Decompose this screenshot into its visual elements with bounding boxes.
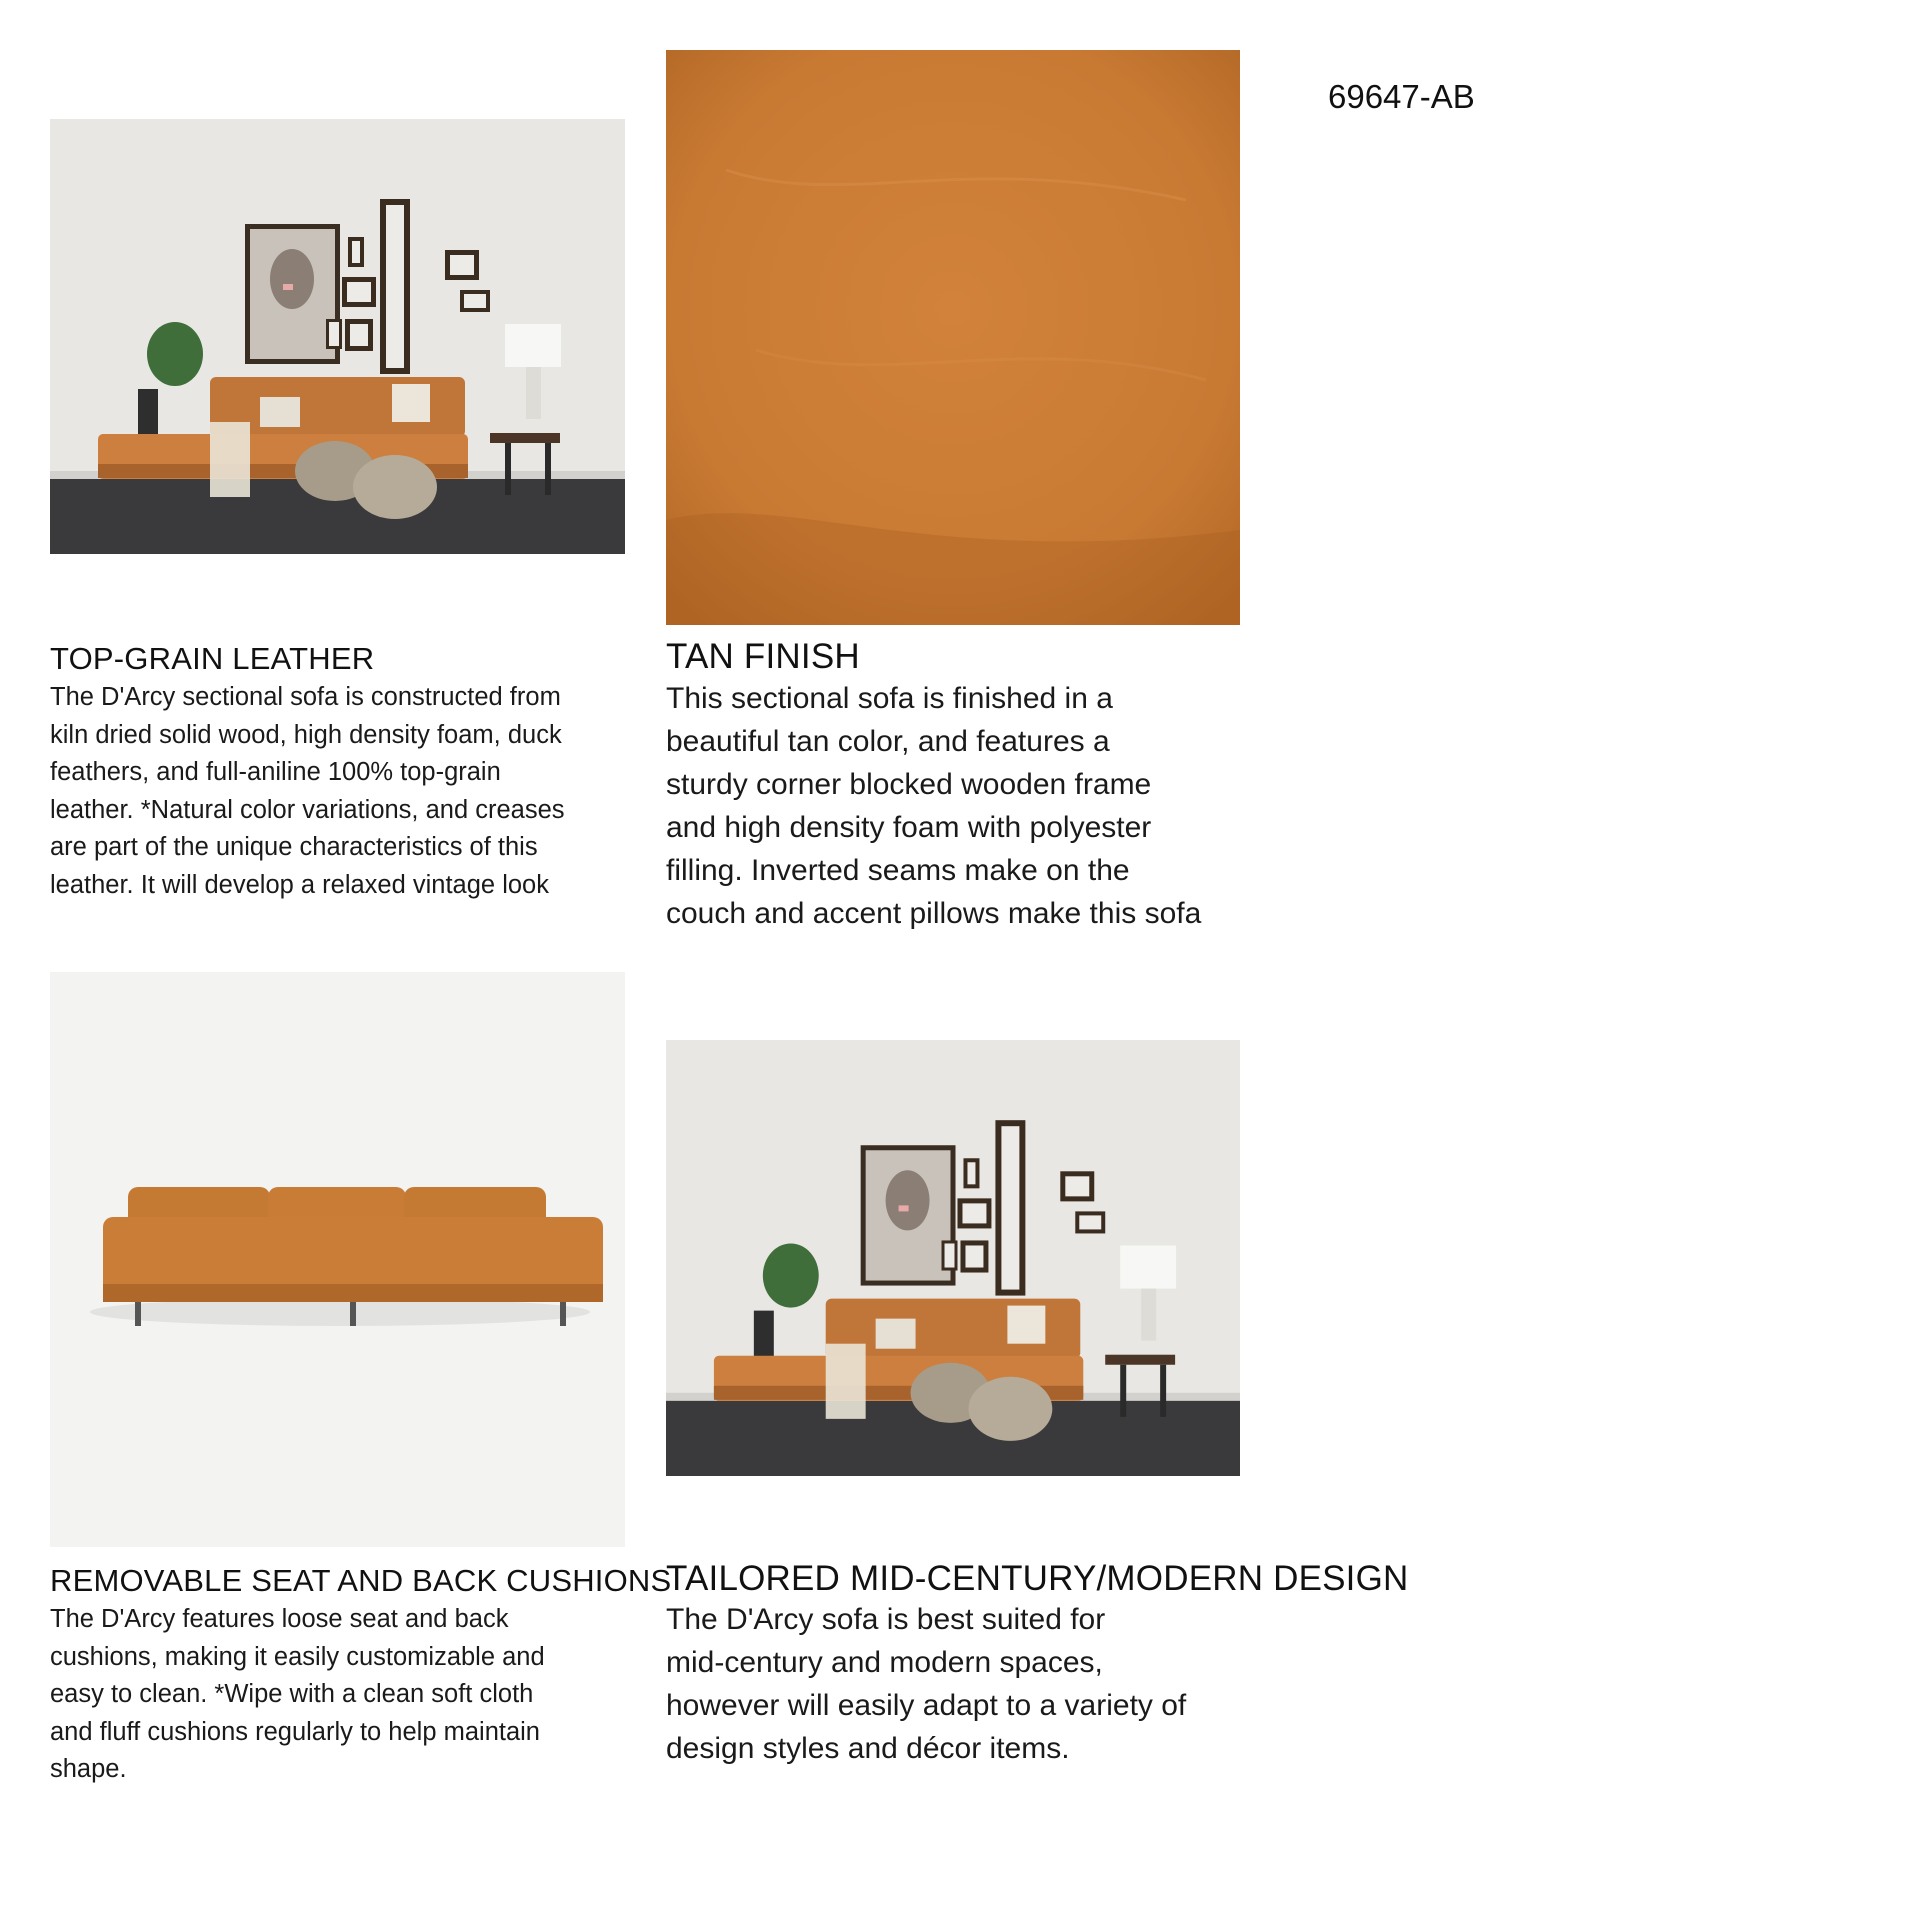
section-body-removable-cushions [50, 1601, 545, 1789]
body-line: however will easily adapt to a variety of [666, 1689, 1187, 1722]
body-line: and fluff cushions regularly to help maintain [50, 1717, 540, 1746]
room-scene-photo [50, 119, 625, 554]
body-line: design styles and décor items. [666, 1732, 1070, 1765]
body-line: are part of the unique characteristics of this [50, 833, 538, 861]
body-line: cushions, making it easily customizable and [50, 1642, 545, 1671]
body-line: sturdy corner blocked wooden frame [666, 768, 1152, 801]
section-title-mid-century-design: TAILORED MID-CENTURY/MODERN DESIGN [666, 1559, 1409, 1598]
body-line: The D'Arcy sofa is best suited for [666, 1603, 1106, 1636]
body-line: The D'Arcy sectional sofa is constructed from [50, 683, 561, 711]
body-line: kiln dried solid wood, high density foam, duck [50, 720, 562, 749]
section-title-tan-finish: TAN FINISH [666, 637, 860, 676]
body-line: beautiful tan color, and features a [666, 725, 1110, 758]
body-line: feathers, and full-aniline 100% top-grain [50, 758, 501, 786]
section-title-removable-cushions: REMOVABLE SEAT AND BACK CUSHIONS [50, 1563, 672, 1598]
section-title-top-grain-leather: TOP-GRAIN LEATHER [50, 641, 375, 676]
section-body-mid-century-design [666, 1598, 1186, 1770]
sofa-back-photo [50, 972, 625, 1547]
body-line: shape. [50, 1755, 127, 1783]
section-body-tan-finish [666, 677, 1201, 935]
section-body-top-grain-leather [50, 679, 565, 904]
body-line: mid-century and modern spaces, [666, 1646, 1103, 1679]
body-line: and high density foam with polyester [666, 811, 1152, 844]
body-line: leather. It will develop a relaxed vintage look [50, 870, 549, 899]
product-sku: 69647-AB [1328, 78, 1475, 115]
body-line: leather. *Natural color variations, and creases [50, 795, 565, 824]
body-line: couch and accent pillows make this sofa [666, 897, 1202, 930]
body-line: The D'Arcy features loose seat and back [50, 1605, 509, 1633]
body-line: easy to clean. *Wipe with a clean soft cloth [50, 1680, 534, 1708]
body-line: This sectional sofa is finished in a [666, 682, 1113, 715]
tan-leather-swatch [666, 50, 1240, 625]
body-line: filling. Inverted seams make on the [666, 854, 1130, 887]
room-scene-photo-2 [666, 1040, 1240, 1476]
